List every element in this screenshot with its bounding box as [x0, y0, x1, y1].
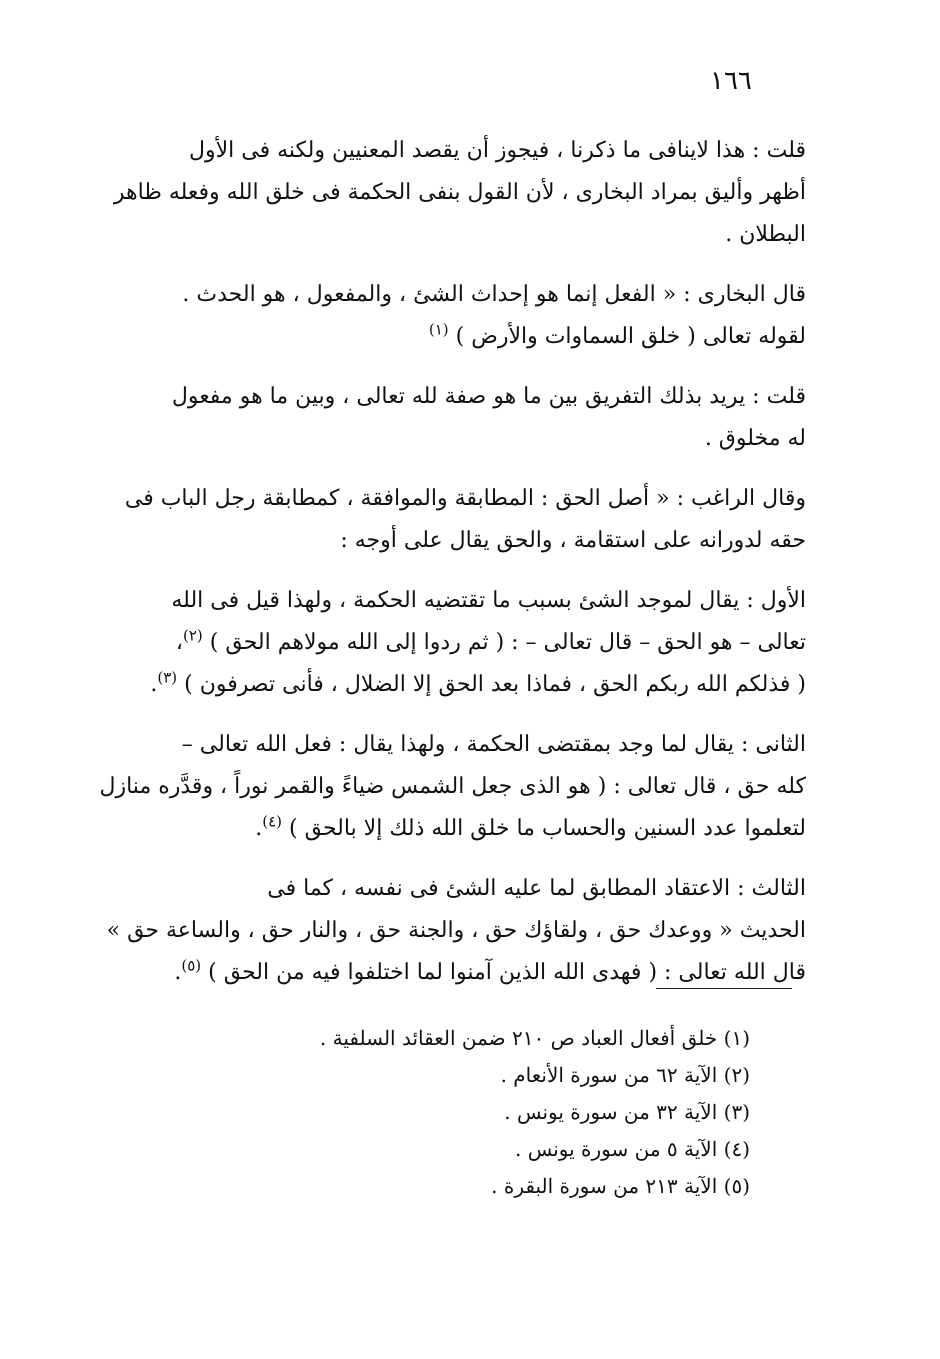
footnote-ref-3[interactable]: (٣): [157, 668, 178, 687]
main-text: [99, 130, 806, 1012]
text-line: البطلان .: [725, 222, 806, 247]
text-line: تعالى – هو الحق – قال تعالى – : ( ثم ردوا إلى الله مولاهم الحق ) $^{(٢)}$،: [175, 626, 806, 655]
text-line: قلت : يريد بذلك التفريق بين ما هو صفة لله تعالى ، وبين ما هو مفعول: [171, 384, 806, 409]
footnote-3: (٣) الآية ٣٢ من سورة يونس .: [504, 1100, 750, 1124]
text-line: له مخلوق .: [704, 426, 806, 451]
paragraph-6: [99, 724, 806, 850]
text-line: وقال الراغب : « أصل الحق : المطابقة والموافقة ، كمطابقة رجل الباب فى: [124, 486, 806, 511]
text-line: الأول : يقال لموجد الشئ بسبب ما تقتضيه الحكمة ، ولهذا قيل فى الله: [171, 588, 806, 613]
paragraph-1: [113, 130, 806, 256]
text-line: قال الله تعالى : ( فهدى الله الذين آمنوا لما اختلفوا فيه من الحق ) $^{(٥)}$ .: [167, 956, 806, 985]
footnote-ref-1[interactable]: (١): [428, 320, 449, 339]
text-line: قلت : هذا لاينافى ما ذكرنا ، فيجوز أن يقصد المعنيين ولكنه فى الأول: [188, 138, 806, 163]
footnote-separator: [656, 988, 792, 989]
page-number: ١٦٦: [710, 66, 752, 96]
footnote-ref-4[interactable]: (٤): [262, 812, 283, 831]
footnote-ref-5[interactable]: (٥): [181, 956, 202, 975]
text-line: أظهر وأليق بمراد البخارى ، لأن القول بنفى الحكمة فى خلق الله وفعله ظاهر: [113, 180, 806, 205]
paragraph-7: [106, 868, 806, 994]
footnote-5: (٥) الآية ٢١٣ من سورة البقرة .: [491, 1174, 750, 1198]
paragraph-4: [126, 478, 806, 562]
text-line: الحديث « ووعدك حق ، ولقاؤك حق ، والجنة حق ، والنار حق ، والساعة حق »: [106, 918, 806, 943]
footnotes-section: [240, 1020, 750, 1205]
paragraph-2: [126, 274, 806, 358]
text-line: لتعلموا عدد السنين والحساب ما خلق الله ذلك إلا بالحق ) $^{(٤)}$ .: [248, 812, 806, 841]
text-line: كله حق ، قال تعالى : ( هو الذى جعل الشمس ضياءً والقمر نوراً ، وقدَّره منازل: [99, 774, 806, 799]
footnote-ref-2[interactable]: (٢): [182, 626, 203, 645]
text-line: لقوله تعالى ( خلق السماوات والأرض ) $^{(١)}$: [428, 320, 806, 349]
text-line: حقه لدورانه على استقامة ، والحق يقال على أوجه :: [340, 528, 806, 553]
text-line: الثالث : الاعتقاد المطابق لما عليه الشئ فى نفسه ، كما فى: [267, 876, 806, 901]
paragraph-5: [126, 580, 806, 706]
text-line: ( فذلكم الله ربكم الحق ، فماذا بعد الحق إلا الضلال ، فأنى تصرفون ) $^{(٣)}$ .: [143, 668, 806, 697]
footnote-4: (٤) الآية ٥ من سورة يونس .: [514, 1137, 750, 1161]
footnote-2: (٢) الآية ٦٢ من سورة الأنعام .: [500, 1063, 750, 1087]
footnote-1: (١) خلق أفعال العباد ص ٢١٠ ضمن العقائد السلفية .: [319, 1026, 750, 1050]
paragraph-3: [126, 376, 806, 460]
text-line: الثانى : يقال لما وجد بمقتضى الحكمة ، ولهذا يقال : فعل الله تعالى –: [181, 732, 806, 757]
text-line: قال البخارى : « الفعل إنما هو إحداث الشئ ، والمفعول ، هو الحدث .: [182, 282, 806, 307]
